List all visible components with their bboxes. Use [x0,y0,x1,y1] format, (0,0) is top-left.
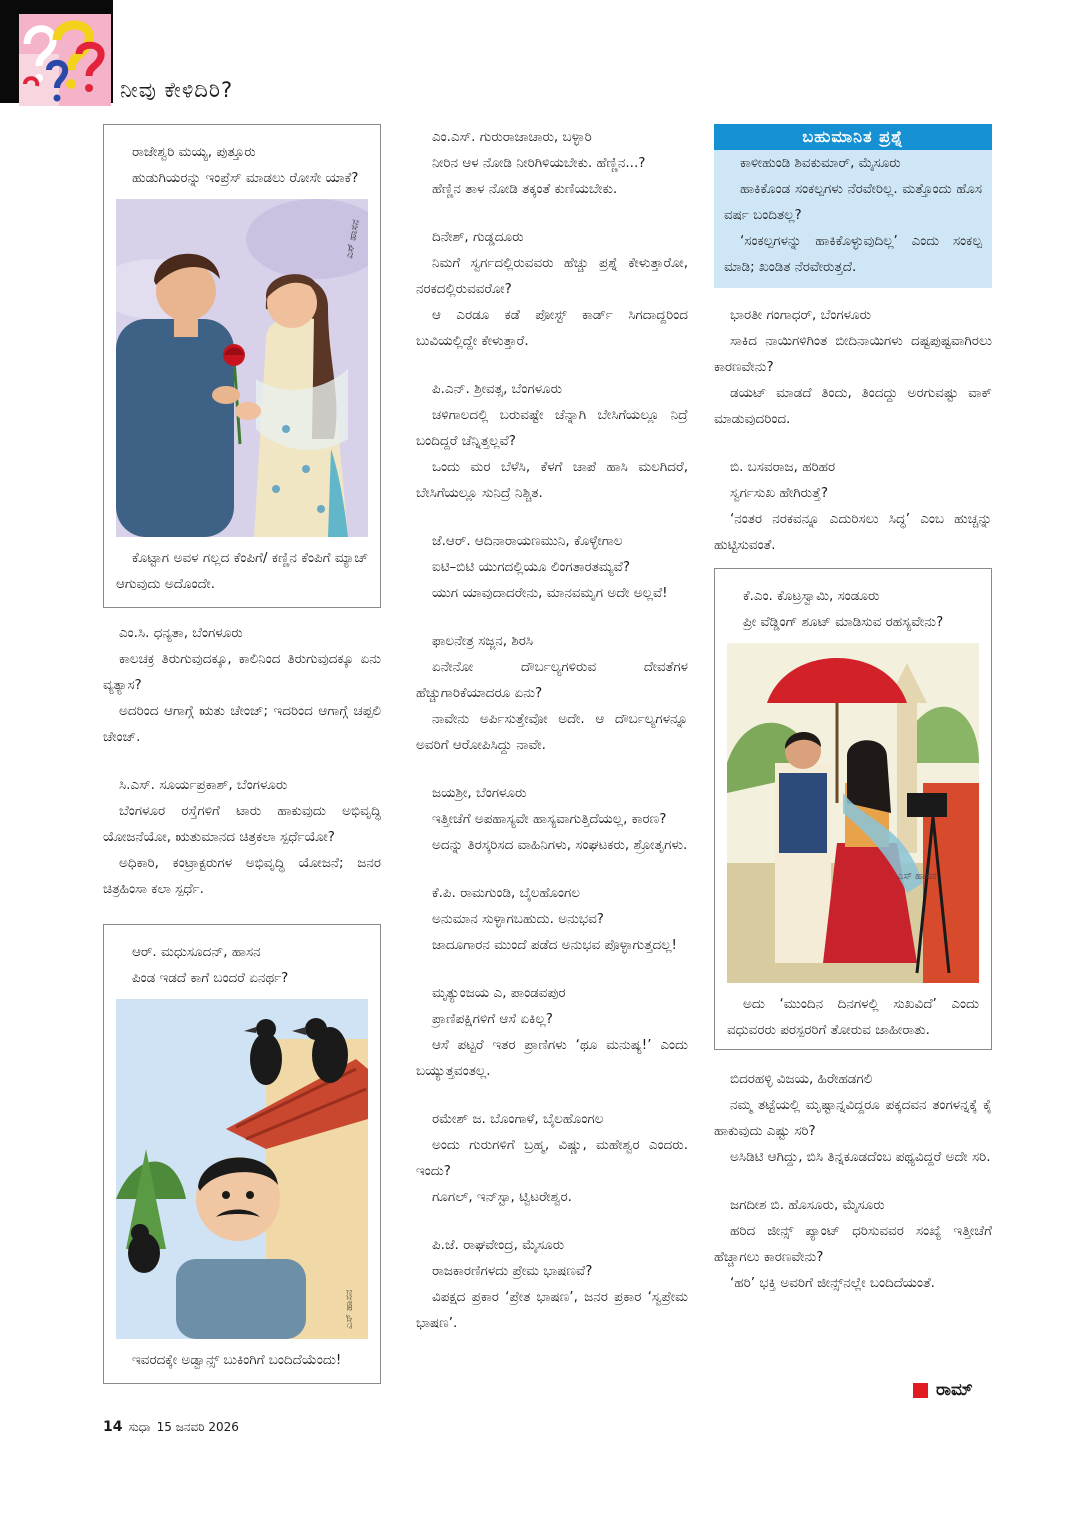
question-text: ನಿಮಗೆ ಸ್ವರ್ಗದಲ್ಲಿರುವವರು ಹೆಚ್ಚು ಪ್ರಶ್ನೆ ಕೇಳುತ್ತಾರೋ, ನರಕದಲ್ಲಿರುವವರೋ? [416,255,688,297]
qa-box-illustrated [714,568,992,1050]
question-text: ಪಿಂಡ ಇಡದೆ ಕಾಗೆ ಬಂದರೆ ಏನರ್ಥ? [132,970,289,986]
qa-item [714,1066,992,1170]
asker-name: ದಿನೇಶ್, ಗುಡ್ಡದೂರು [432,229,524,245]
asker-name: ಕೆ.ಎಂ. ಕೊಟ್ರಸ್ವಾಮಿ, ಸಂಡೂರು [743,588,880,604]
answer-text: ನಾವೇನು ಅರ್ಪಿಸುತ್ತೇವೋ ಅದೇ. ಆ ದೌರ್ಬಲ್ಯಗಳನ್ನೂ ಅವರಿಗೆ ಆರೋಪಿಸಿದ್ದು ನಾವೇ. [416,711,688,753]
question-text: ಬೆಂಗಳೂರ ರಸ್ತೆಗಳಿಗೆ ಟಾರು ಹಾಕುವುದು ಅಭಿವೃದ್ಧಿ ಯೋಜನೆಯೋ, ಋತುಮಾನದ ಚಿತ್ರಕಲಾ ಸ್ಪರ್ಧೆಯೋ? [103,803,381,845]
answer-text: ಯುಗ ಯಾವುದಾದರೇನು, ಮಾನವಮೃಗ ಅದೇ ಅಲ್ಲವೆ! [432,585,668,601]
question-text: ಸ್ವರ್ಗಸುಖ ಹೇಗಿರುತ್ತೆ? [730,485,829,501]
qa-item [416,376,688,506]
artist-signature: ಎಸ್ ಹಾಸನ [344,218,362,260]
issue-date: 15 ಜನವರಿ 2026 [156,1420,239,1434]
question-text: ಹಾಕಿಕೊಂಡ ಸಂಕಲ್ಪಗಳು ನೆರವೇರಿಲ್ಲ. ಮತ್ತೊಂದು ಹೊಸ ವರ್ಷ ಬಂದಿತಲ್ಲ? [724,181,982,223]
pre-wedding-shoot-illustration [727,643,979,983]
question-text: ಪ್ರಾಣಿಪಕ್ಷಿಗಳಿಗೆ ಆಸೆ ಏಕಿಲ್ಲ? [432,1011,553,1027]
qa-item [416,780,688,858]
qa-item [416,124,688,202]
asker-name: ಸಿ.ಎಸ್. ಸೂರ್ಯಪ್ರಕಾಶ್, ಬೆಂಗಳೂರು [119,777,288,793]
answer-text: ‘ಸಂಕಲ್ಪಗಳನ್ನು ಹಾಕಿಕೊಳ್ಳುವುದಿಲ್ಲ’ ಎಂದು ಸಂಕಲ್ಪ ಮಾಡಿ; ಖಂಡಿತ ನೆರವೇರುತ್ತದೆ. [724,233,982,275]
asker-name: ಎಂ.ಎಸ್. ಗುರುರಾಜಾಚಾರು, ಬಳ್ಳಾರಿ [432,129,592,145]
asker-name: ಬಿ. ಬಸವರಾಜ, ಹರಿಹರ [730,459,836,475]
question-text: ಹುಡುಗಿಯರನ್ನು ಇಂಪ್ರೆಸ್ ಮಾಡಲು ರೋಸೇ ಯಾಕೆ? [132,170,359,186]
answer-text: ಜಾದೂಗಾರನ ಮುಂದೆ ಪಡೆದ ಅನುಭವ ಪೊಳ್ಳಾಗುತ್ತದಲ್ಲ! [432,937,677,953]
crows-on-roof-man-illustration [116,999,368,1339]
answer-text: ಗೂಗಲ್, ಇನ್‌ಸ್ಟಾ, ಟ್ವಿಟರೇಶ್ವರ. [432,1189,572,1205]
question-marks-logo-icon [19,14,111,106]
featured-heading: ಬಹುಮಾನಿತ ಪ್ರಶ್ನೆ [714,124,992,150]
publication-name: ಸುಧಾ [128,1420,151,1434]
answer-caption: ಅದು ‘ಮುಂದಿನ ದಿನಗಳಲ್ಲಿ ಸುಖವಿದೆ’ ಎಂದು ವಧುವರರು ಪರಸ್ಪರರಿಗೆ ತೋರುವ ಜಾಹೀರಾತು. [727,996,979,1038]
question-text: ಏನೇನೋ ದೌರ್ಬಲ್ಯಗಳಿರುವ ದೇವತೆಗಳ ಹೆಚ್ಚುಗಾರಿಕೆಯಾದರೂ ಏನು? [416,659,688,701]
couple-with-rose-illustration [116,199,368,537]
answer-text: ಅದನ್ನು ತಿರಸ್ಕರಿಸದ ವಾಹಿನಿಗಳು, ಸಂಘಟಕರು, ಶ್ರೋತೃಗಳು. [432,837,688,853]
answer-text: ‘ಹರಿ’ ಭಕ್ತಿ ಅವರಿಗೆ ಜೀನ್ಸ್‌ನಲ್ಲೇ ಬಂದಿದೆಯಂತೆ. [730,1275,935,1291]
answer-text: ಅಸಿಡಿಟಿ ಆಗಿದ್ದು, ಬಿಸಿ ತಿನ್ನಕೂಡದೆಂಬ ಪಥ್ಯವಿದ್ದರೆ ಅದೇ ಸರಿ. [730,1149,991,1165]
qa-item [416,224,688,354]
answer-text: ಡಯಟ್ ಮಾಡದೆ ತಿಂದು, ತಿಂದದ್ದು ಅರಗುವಷ್ಟು ವಾಕ್ ಮಾಡುವುದರಿಂದ. [714,385,992,427]
answer-text: ಆಸೆ ಪಟ್ಟರೆ ಇತರ ಪ್ರಾಣಿಗಳು ‘ಥೂ ಮನುಷ್ಯ!’ ಎಂದು ಬಯ್ಯುತ್ತವಂತಲ್ಲ. [416,1037,688,1079]
asker-name: ಕೆ.ಪಿ. ರಾಮಗುಂಡಿ, ಬೈಲಹೊಂಗಲ [432,885,581,901]
asker-name: ಪಿ.ಜೆ. ರಾಘವೇಂದ್ರ, ಮೈಸೂರು [432,1237,565,1253]
question-text: ಐಟಿ–ಬಿಟಿ ಯುಗದಲ್ಲಿಯೂ ಲಿಂಗತಾರತಮ್ಯವೆ? [432,559,630,575]
column-2 [416,124,688,1358]
asker-name: ಆರ್. ಮಧುಸೂದನ್, ಹಾಸನ [132,944,261,960]
answer-text: ಹೆಣ್ಣಿನ ತಾಳ ನೋಡಿ ತಕ್ಕಂತೆ ಕುಣಿಯಬೇಕು. [432,181,618,197]
answer-text: ವಿಪಕ್ಷದ ಪ್ರಕಾರ ‘ಪ್ರೇತ ಭಾಷಣ’, ಜನರ ಪ್ರಕಾರ ‘ಸ್ವಪ್ರೇಮ ಭಾಷಣ’. [416,1289,688,1331]
question-text: ಇತ್ತೀಚೆಗೆ ಅಪಹಾಸ್ಯವೇ ಹಾಸ್ಯವಾಗುತ್ತಿದೆಯಲ್ಲ, ಕಾರಣ? [432,811,667,827]
qa-item [416,880,688,958]
red-square-icon [913,1383,928,1398]
page-number: 14 [103,1419,123,1435]
asker-name: ಪಿ.ಎನ್. ಶ್ರೀವತ್ಸ, ಬೆಂಗಳೂರು [432,381,563,397]
asker-name: ಎಂ.ಸಿ. ಧನ್ಯತಾ, ಬೆಂಗಳೂರು [119,625,243,641]
qa-item [416,1232,688,1336]
answer-text: ಒಂದು ಮರ ಬೆಳೆಸಿ, ಕೆಳಗೆ ಚಾಪೆ ಹಾಸಿ ಮಲಗಿದರೆ, ಬೇಸಿಗೆಯಲ್ಲೂ ಸುನಿದ್ರೆ ನಿಶ್ಚಿತ. [416,459,688,501]
question-text: ರಾಜಕಾರಣಿಗಳದು ಪ್ರೇಮ ಭಾಷಣವೆ? [432,1263,593,1279]
artist-signature: ಎಸ್ ಹಾಸನ [344,1289,355,1329]
question-text: ಹರಿದ ಜೀನ್ಸ್ ಪ್ಯಾಂಟ್ ಧರಿಸುವವರ ಸಂಖ್ಯೆ ಇತ್ತೀಚೆಗೆ ಹೆಚ್ಚಾಗಲು ಕಾರಣವೇನು? [714,1223,992,1265]
asker-name: ಕಾಳೀಹುಂಡಿ ಶಿವಕುಮಾರ್, ಮೈಸೂರು [740,155,901,171]
question-text: ಅನುಮಾನ ಸುಳ್ಳಾಗಬಹುದು. ಅನುಭವ? [432,911,604,927]
qa-item [416,528,688,606]
question-text: ಅಂದು ಗುರುಗಳಿಗೆ ಬ್ರಹ್ಮ, ವಿಷ್ಣು, ಮಹೇಶ್ವರ ಎಂದರು. ಇಂದು? [416,1137,688,1179]
asker-name: ಫಾಲನೇತ್ರ ಸಜ್ಜನ, ಶಿರಸಿ [432,633,534,649]
qa-box-illustrated [103,124,381,608]
answer-text: ಅದರಿಂದ ಆಗಾಗ್ಗೆ ಋತು ಚೇಂಜ್; ಇದರಿಂದ ಆಗಾಗ್ಗೆ ಚಪ್ಪಲಿ ಚೇಂಜ್. [103,703,381,745]
asker-name: ಜಯಶ್ರೀ, ಬೆಂಗಳೂರು [432,785,527,801]
answer-text: ‘ನಂತರ ನರಕವನ್ನೂ ಎದುರಿಸಲು ಸಿದ್ಧ’ ಎಂಬ ಹುಚ್ಚನ್ನು ಹುಟ್ಟಿಸುವಂತೆ. [714,511,992,553]
asker-name: ಭಾರತೀ ಗಂಗಾಧರ್, ಬೆಂಗಳೂರು [730,307,872,323]
qa-box-illustrated [103,924,381,1384]
asker-name: ರಮೇಶ್ ಜ. ಬೊಂಗಾಳೆ, ಬೈಲಹೊಂಗಲ [432,1111,604,1127]
column-3 [714,124,992,1318]
question-text: ಚಳಿಗಾಲದಲ್ಲಿ ಬರುವಷ್ಟೇ ಚೆನ್ನಾಗಿ ಬೇಸಿಗೆಯಲ್ಲೂ ನಿದ್ರೆ ಬಂದಿದ್ದರೆ ಚೆನ್ನಿತ್ತಲ್ಲವೆ? [416,407,688,449]
answer-text: ಆ ಎರಡೂ ಕಡೆ ಪೋಸ್ಟ್ ಕಾರ್ಡ್ ಸಿಗದಾದ್ದರಿಂದ ಬುವಿಯಲ್ಲಿದ್ದೇ ಕೇಳುತ್ತಾರೆ. [416,307,688,349]
question-text: ನೀರಿನ ಆಳ ನೋಡಿ ನೀರಿಗಿಳಿಯಬೇಕು. ಹೆಣ್ಣಿನ...? [432,155,646,171]
answer-caption: ಕೊಟ್ಟಾಗ ಅವಳ ಗಲ್ಲದ ಕೆಂಪಿಗೆ/ ಕಣ್ಣಿನ ಕೆಂಪಿಗೆ ಮ್ಯಾಚ್ ಆಗುವುದು ಅದೊಂದೇ. [116,550,368,592]
qa-item [416,1106,688,1210]
question-text: ಕಾಲಚಕ್ರ ತಿರುಗುವುದಕ್ಕೂ, ಕಾಲಿನಿಂದ ತಿರುಗುವುದಕ್ಕೂ ಏನು ವ್ಯತ್ಯಾಸ? [103,651,381,693]
author-name: ರಾಮ್ [936,1380,973,1400]
author-signature [913,1380,973,1400]
qa-item [714,1192,992,1296]
asker-name: ಮೃತ್ಯುಂಜಯ ಎ, ಪಾಂಡವಪುರ [432,985,566,1001]
question-text: ನಮ್ಮ ತಟ್ಟೆಯಲ್ಲಿ ಮೃಷ್ಟಾನ್ನವಿದ್ದರೂ ಪಕ್ಕದವನ ತಂಗಳನ್ನಕ್ಕೆ ಕೈ ಹಾಕುವುದು ಎಷ್ಟು ಸರಿ? [714,1097,992,1139]
asker-name: ಜೆ.ಆರ್. ಆದಿನಾರಾಯಣಮುನಿ, ಕೊಳ್ಳೇಗಾಲ [432,533,623,549]
qa-item [103,772,381,902]
page-footer [103,1419,239,1435]
asker-name: ಜಗದೀಶ ಬಿ. ಹೊಸೂರು, ಮೈಸೂರು [730,1197,885,1213]
asker-name: ಬಿದರಹಳ್ಳಿ ವಿಜಯ, ಹಿರೇಹಡಗಲಿ [730,1071,873,1087]
qa-item [714,302,992,432]
page-title: ನೀವು ಕೇಳಿದಿರಿ? [120,78,234,102]
answer-caption: ಇವರದಕ್ಕೇ ಅಡ್ವಾನ್ಸ್ ಬುಕಿಂಗಿಗೆ ಬಂದಿದೆಯೆಂದು! [132,1352,342,1368]
question-text: ಸಾಕಿದ ನಾಯಿಗಳಿಗಿಂತ ಬೀದಿನಾಯಿಗಳು ದಷ್ಟಪುಷ್ಟವಾಗಿರಲು ಕಾರಣವೇನು? [714,333,992,375]
asker-name: ರಾಜೇಶ್ವರಿ ಮಯ್ಯ, ಪುತ್ತೂರು [132,144,256,160]
featured-question-box [714,124,992,288]
qa-item [416,628,688,758]
question-text: ಪ್ರೀ ವೆಡ್ಡಿಂಗ್ ಶೂಟ್ ಮಾಡಿಸುವ ರಹಸ್ಯವೇನು? [743,614,944,630]
answer-text: ಅಧಿಕಾರಿ, ಕಂಟ್ರಾಕ್ಟರುಗಳ ಅಭಿವೃದ್ಧಿ ಯೋಜನೆ; ಜನರ ಚಿತ್ರಹಿಂಸಾ ಕಲಾ ಸ್ಪರ್ಧೆ. [103,855,381,897]
qa-item [416,980,688,1084]
qa-item [103,620,381,750]
artist-signature: ಎಸ್ ಹಾಸನ [897,871,937,882]
qa-item [714,454,992,558]
column-1 [103,124,381,1384]
